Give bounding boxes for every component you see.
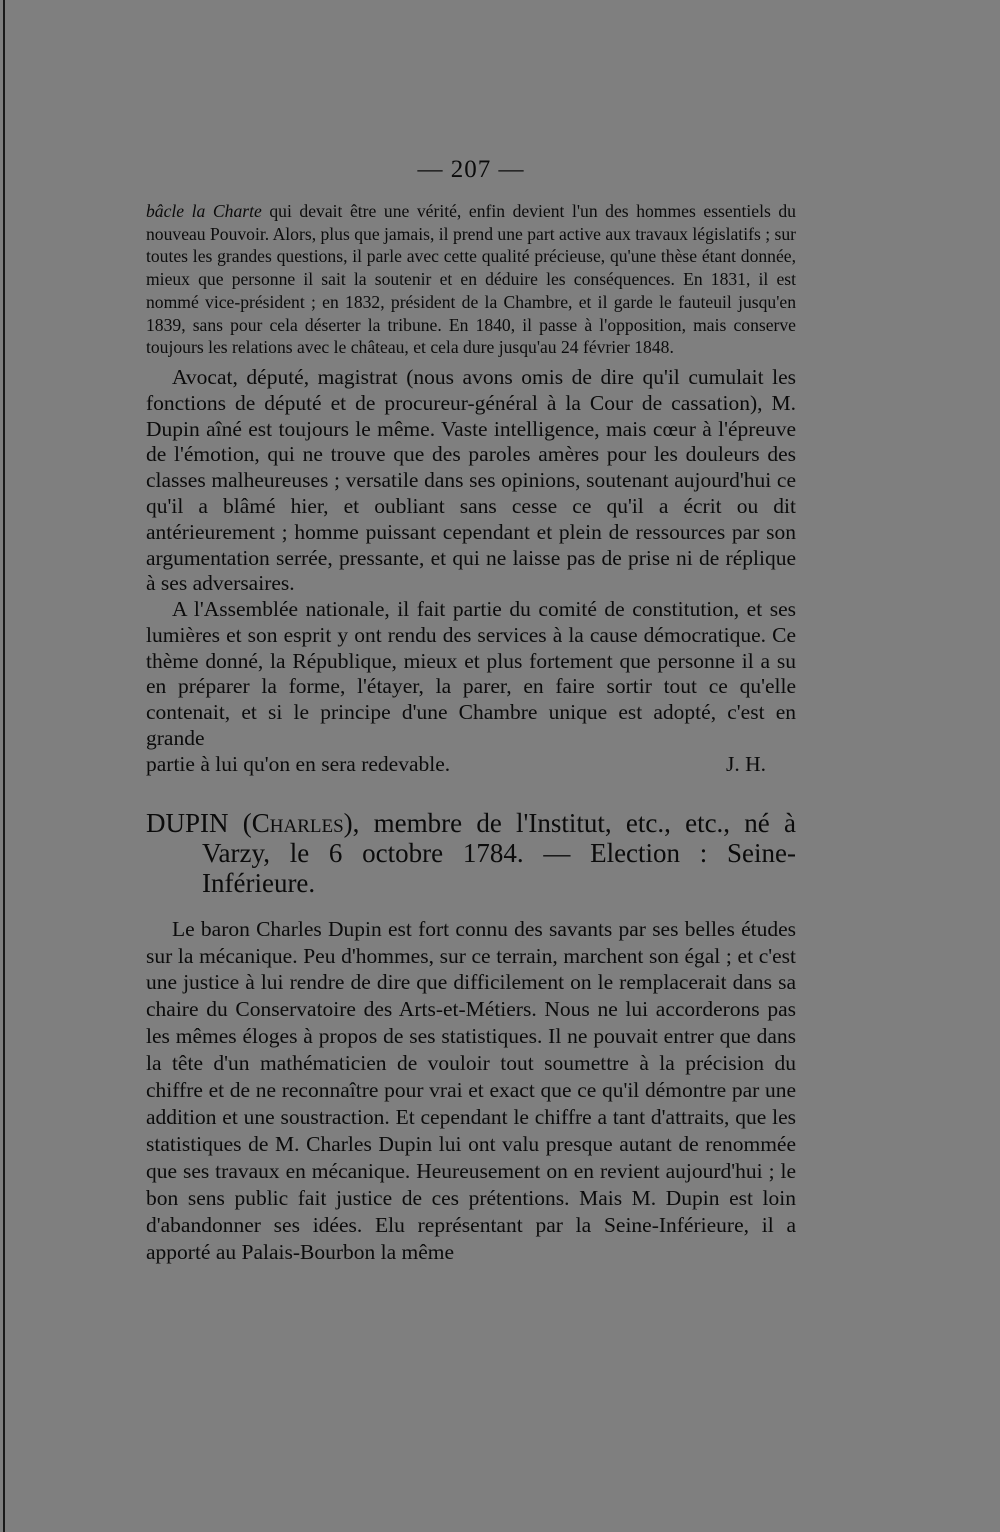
closing-line <box>146 752 796 778</box>
entry-given-name: (Charles) <box>242 807 353 838</box>
page-edge-line <box>3 0 5 1532</box>
document-page <box>146 150 796 1265</box>
entry-surname: DUPIN <box>146 807 229 838</box>
entry-paragraph: Le baron Charles Dupin est fort connu des savants par ses belles études sur la mécanique. Peu d'hommes, sur ce terrain, marchent son égal ; et c'est une justice à lui rendre de dire que difficilement on le remplacerait dans sa chaire du Conservatoire des Arts-et-Métiers. Nous ne lui accorderons pas les mêmes éloges à propos de ses statistiques. Il ne pouvait entrer que dans la tête d'un mathématicien de vouloir tout soumettre à la précision du chiffre et de ne reconnaître pour vrai et exact que ce qu'il démontre par une addition et une soustraction. Et cependant le chiffre a tant d'attraits, que les statistiques de M. Charles Dupin lui ont valu presque autant de renommée que ses travaux en mécanique. Heureusement on en revient aujourd'hui ; le bon sens public fait justice de ces prétentions. Mais M. Dupin est loin d'abandonner ses idées. Elu représentant par la Seine-Inférieure, il a apporté au Palais-Bourbon la même <box>146 916 796 1264</box>
paragraph-assemblee: A l'Assemblée nationale, il fait partie du comité de constitution, et ses lumières et son esprit y ont rendu des services à la cause démocratique. Ce thème donné, la République, mieux et plus fortement que personne il a su en préparer la forme, l'étayer, la parer, en faire sortir tout ce qu'elle contenait, et si le principe d'une Chambre unique est adopté, c'est en grande <box>146 597 796 751</box>
continuation-text: qui devait être une vérité, enfin devient l'un des hommes essentiels du nouveau Pouvoir. Alors, plus que jamais, il prend une part active aux travaux législatifs ; sur toutes les grandes questions, il parle avec cette qualité précieuse, qu'une thèse étant donnée, mieux que personne il sait la soutenir et en déduire les conséquences. En 1831, il est nommé vice-président ; en 1832, président de la Chambre, et il garde le fauteuil jusqu'en 1839, sans pour cela déserter la tribune. En 1840, il passe à l'opposition, mais conserve toujours les relations avec le château, et cela dure jusqu'au 24 février 1848. <box>146 201 796 358</box>
entry-heading <box>146 808 796 898</box>
paragraph-dupin-portrait: Avocat, député, magistrat (nous avons omis de dire qu'il cumulait les fonctions de député et de procureur-général à la Cour de cassation), M. Dupin aîné est toujours le même. Vaste intelligence, mais cœur à l'épreuve de l'émotion, qui ne trouve que des paroles amères pour les douleurs des classes malheureuses ; versatile dans ses opinions, soutenant aujourd'hui ce qu'il a blâmé hier, et oubliant sans cesse ce qu'il a écrit ou dit antérieurement ; homme puissant cependant et plein de ressources par son argumentation serrée, pressante, et qui ne laisse pas de prise ni de réplique à ses adversaires. <box>146 364 796 596</box>
author-signature: J. H. <box>725 751 766 776</box>
closing-text: partie à lui qu'on en sera redevable. <box>146 751 451 776</box>
continuation-paragraph <box>146 200 796 359</box>
page-number: — 207 — <box>417 156 525 183</box>
continuation-lead: bâcle la Charte <box>146 201 262 221</box>
entry-description: , membre de l'Institut, etc., etc., né à Varzy, le 6 octobre 1784. — Election : Seine-Inférieure. <box>202 807 796 898</box>
